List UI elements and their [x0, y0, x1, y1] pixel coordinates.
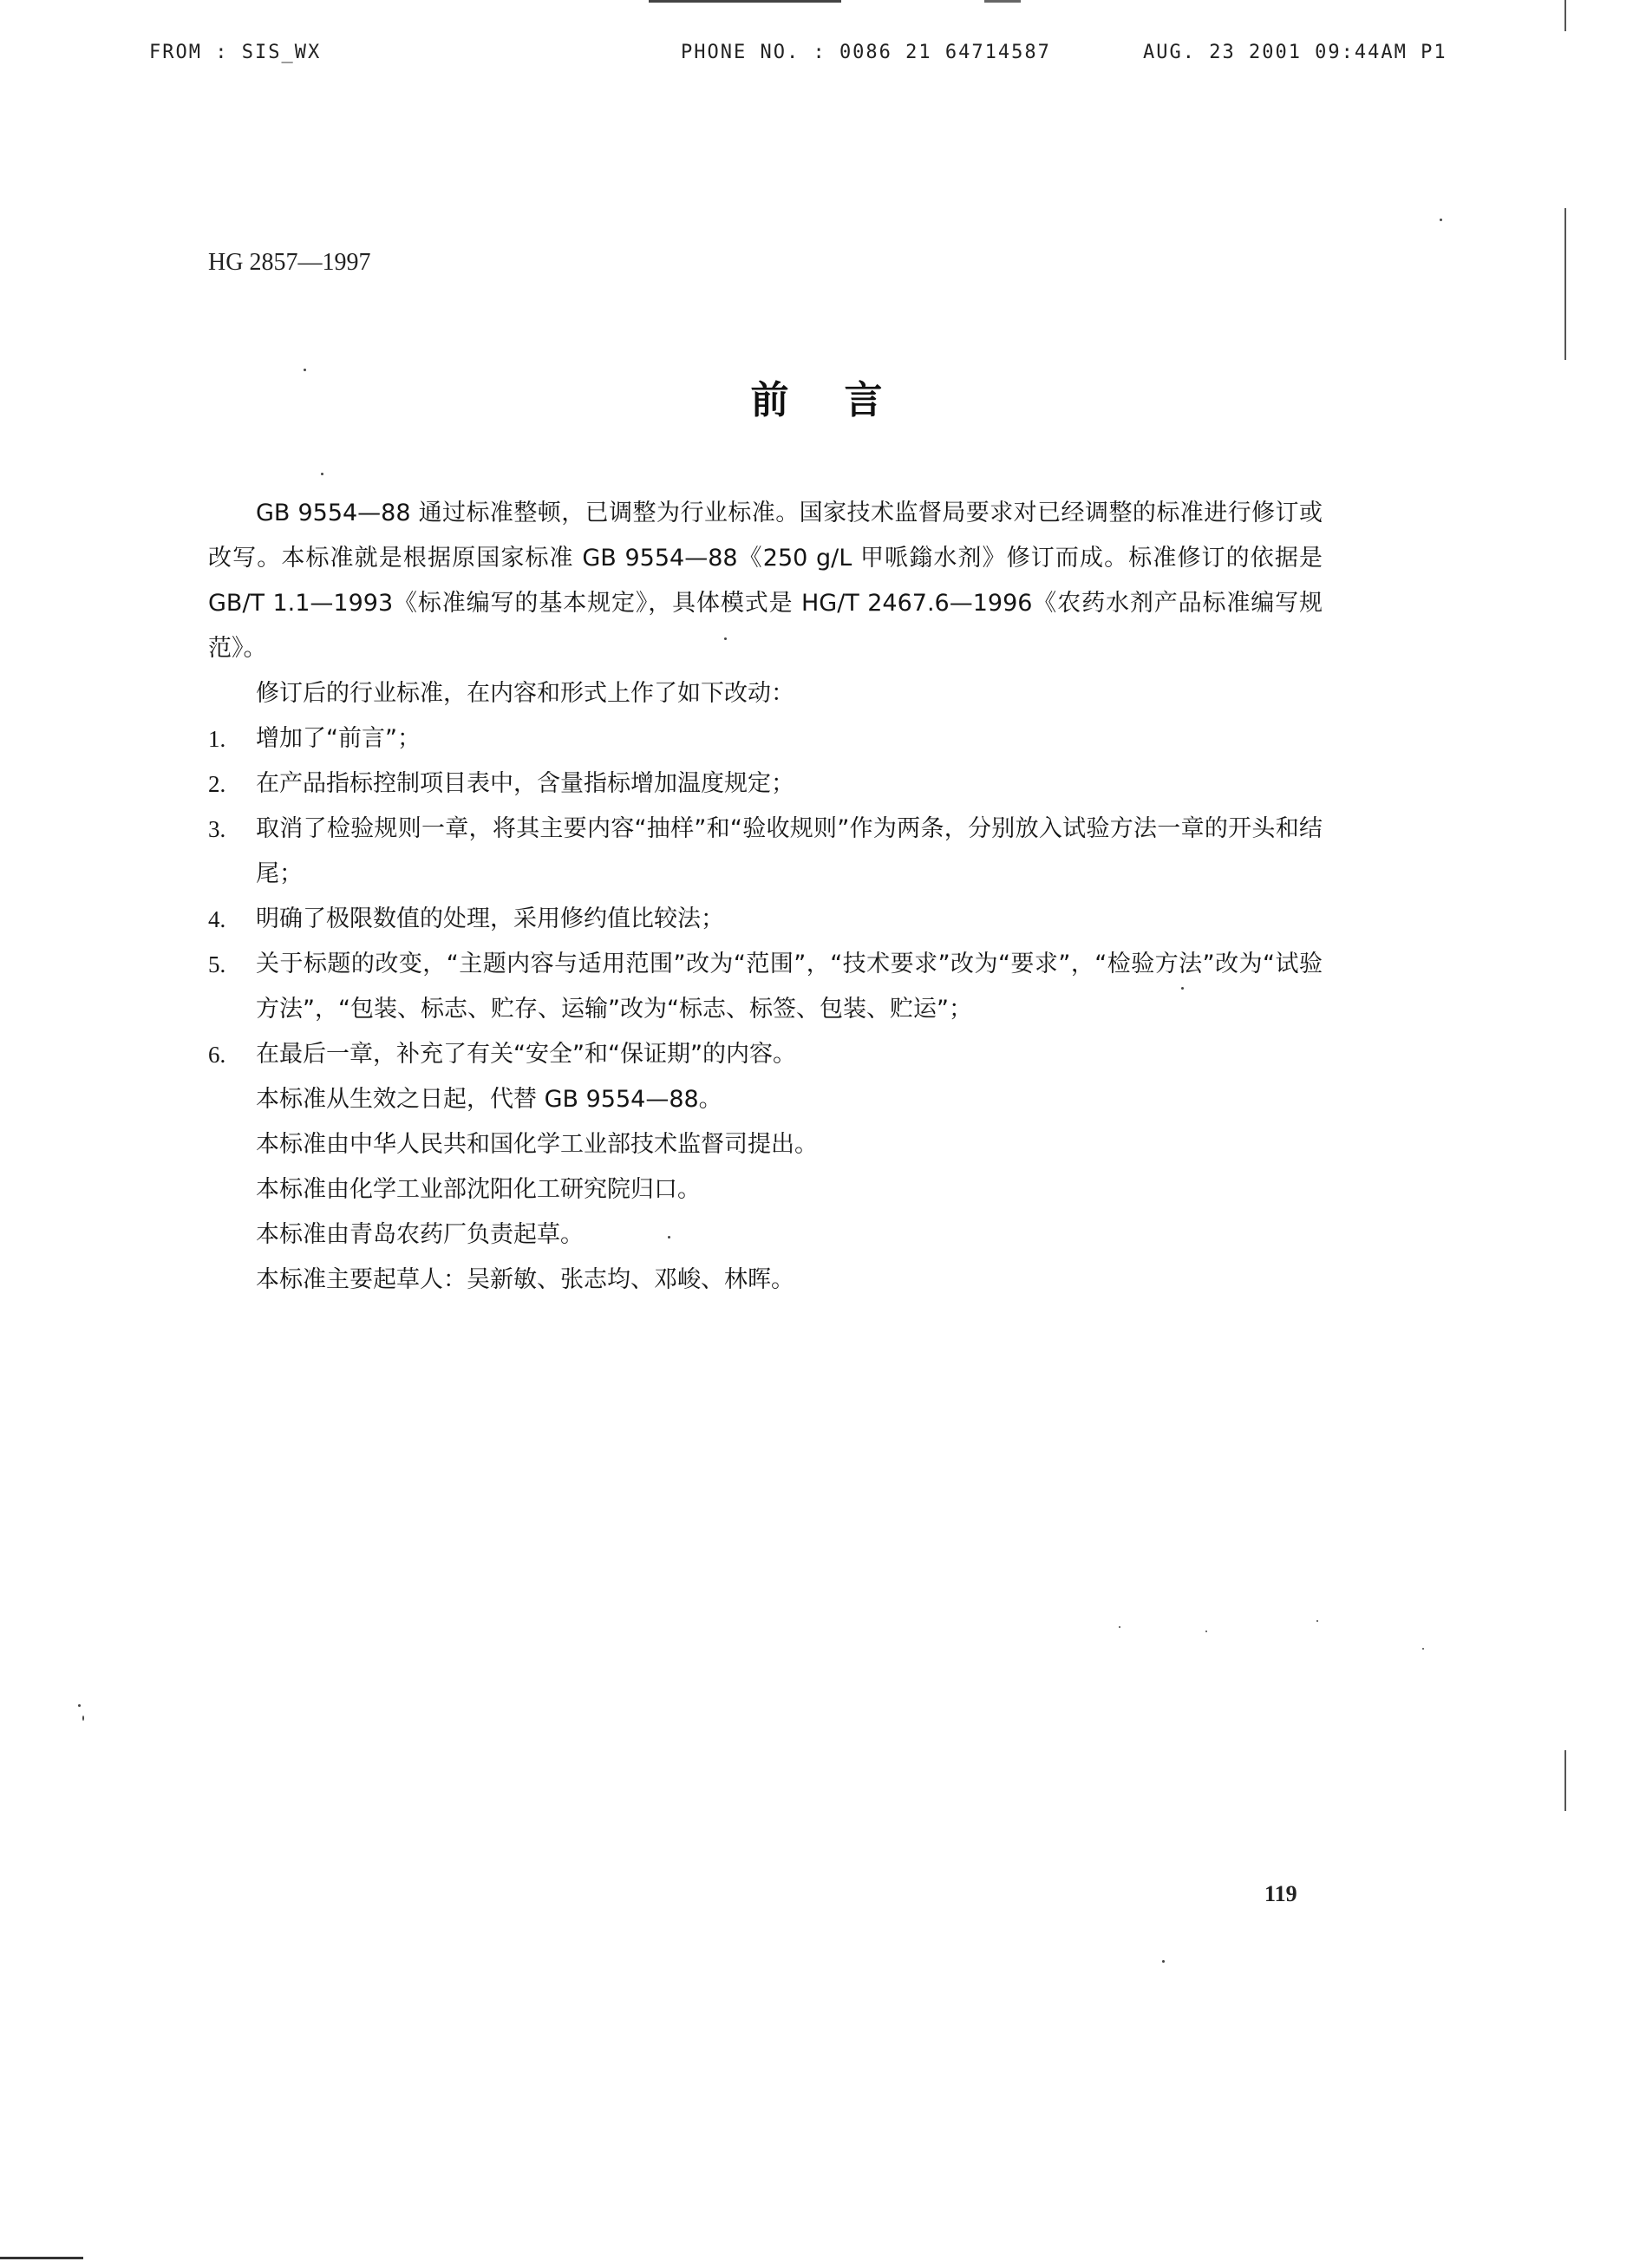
list-number: 2. — [208, 771, 226, 797]
scan-edge-mark — [1564, 0, 1566, 31]
list-text: 关于标题的改变，“主题内容与适用范围”改为“范围”，“技术要求”改为“要求”，“检验方法”改为“试验方法”，“包装、标志、贮存、运输”改为“标志、标签、包装、贮运”； — [256, 951, 1323, 1023]
list-number: 4. — [208, 906, 226, 932]
scan-speck — [1181, 987, 1184, 990]
standard-code: HG 2857—1997 — [208, 249, 371, 276]
scan-speck — [1162, 1960, 1165, 1963]
scan-edge-mark — [0, 2257, 83, 2259]
fax-header — [0, 42, 1633, 71]
scan-speck — [1316, 1620, 1318, 1622]
scan-speck — [304, 369, 306, 371]
scan-speck — [724, 637, 727, 640]
scan-speck — [82, 1716, 84, 1721]
scan-edge-mark — [1564, 1750, 1566, 1811]
scan-edge-mark — [984, 0, 1021, 3]
scan-speck — [321, 473, 323, 475]
list-item — [208, 716, 1323, 761]
list-number: 3. — [208, 816, 226, 842]
list-item — [208, 807, 1323, 897]
proposed-by-statement: 本标准由中华人民共和国化学工业部技术监督司提出。 — [256, 1131, 818, 1158]
list-text: 在最后一章，补充了有关“安全”和“保证期”的内容。 — [256, 1041, 796, 1068]
replaces-statement: 本标准从生效之日起，代替 GB 9554—88。 — [256, 1086, 722, 1113]
scan-edge-mark — [1564, 208, 1566, 360]
scan-speck — [1422, 1648, 1424, 1650]
scan-edge-mark — [649, 0, 841, 3]
scan-speck — [1440, 219, 1442, 221]
fax-from: FROM : SIS_WX — [149, 42, 322, 63]
list-number: 5. — [208, 951, 226, 977]
foreword-body — [208, 491, 1323, 1303]
list-text: 取消了检验规则一章，将其主要内容“抽样”和“验收规则”作为两条，分别放入试验方法一章的开头和结尾； — [256, 815, 1323, 887]
drafters-statement: 本标准主要起草人：吴新敏、张志均、邓峻、林晖。 — [256, 1266, 794, 1293]
changes-lead: 修订后的行业标准，在内容和形式上作了如下改动： — [256, 680, 794, 707]
fax-date: AUG. 23 2001 09:44AM P1 — [1143, 42, 1447, 63]
managed-by-statement: 本标准由化学工业部沈阳化工研究院归口。 — [256, 1176, 701, 1203]
list-item — [208, 1032, 1323, 1077]
list-text: 在产品指标控制项目表中，含量指标增加温度规定； — [256, 770, 794, 797]
list-item — [208, 897, 1323, 942]
scan-speck — [78, 1704, 81, 1707]
scan-speck — [668, 1236, 670, 1239]
drafted-by-unit-statement: 本标准由青岛农药厂负责起草。 — [256, 1221, 584, 1248]
list-item — [208, 761, 1323, 807]
scan-speck — [1205, 1631, 1207, 1632]
list-text: 增加了“前言”； — [256, 725, 421, 752]
list-item — [208, 942, 1323, 1032]
list-text: 明确了极限数值的处理，采用修约值比较法； — [256, 905, 724, 932]
page-title: 前言 — [750, 378, 938, 422]
list-number: 6. — [208, 1042, 226, 1068]
page-number: 119 — [1264, 1881, 1297, 1906]
fax-phone: PHONE NO. : 0086 21 64714587 — [681, 42, 1051, 63]
scan-speck — [1119, 1626, 1120, 1628]
intro-paragraph: GB 9554—88 通过标准整顿，已调整为行业标准。国家技术监督局要求对已经调整的标准进行修订或改写。本标准就是根据原国家标准 GB 9554—88《250 g/L 甲哌鎓水剂》修订而成。标准修订的依据是 GB/T 1.1—1993《标准编写的基本规定》，具体模式是 HG/T 2467.6—1996《农药水剂产品标准编写规范》。 — [208, 500, 1323, 662]
list-number: 1. — [208, 726, 226, 752]
